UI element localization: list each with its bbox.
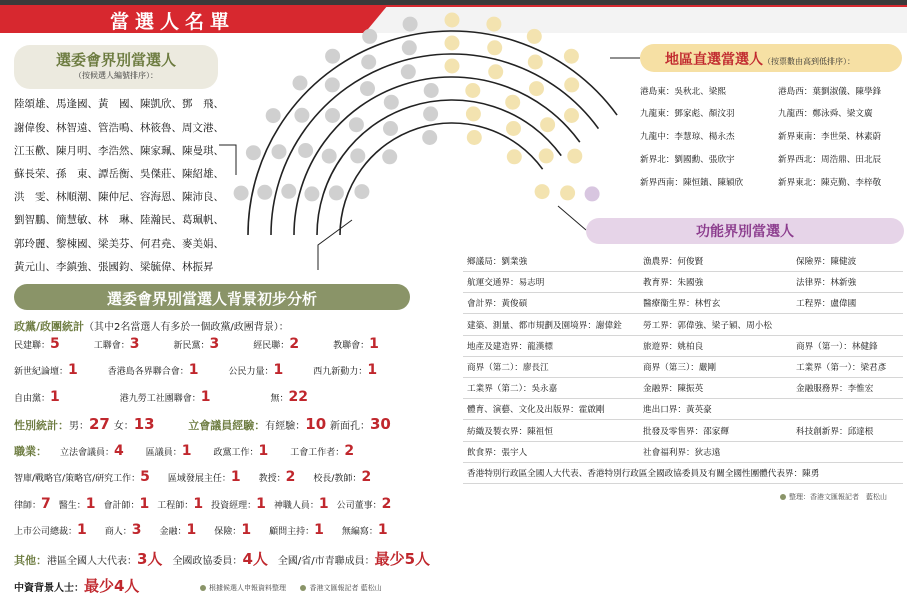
stat-key: 公民力量：	[228, 367, 274, 377]
stat-key: 投資經理：	[211, 501, 257, 511]
stat-value: 1	[241, 522, 252, 538]
party-row	[14, 362, 407, 378]
seat-dot	[529, 81, 544, 96]
seat-dot	[560, 185, 575, 200]
fc-row-divider	[463, 398, 903, 399]
stat-value: 2	[344, 443, 355, 459]
seat-dot	[383, 121, 398, 136]
seat-dot	[272, 144, 287, 159]
stat-key: 工會工作者：	[290, 448, 345, 458]
seat-dot	[527, 29, 542, 44]
stat-key: 商人：	[104, 527, 132, 537]
seat-dot	[257, 185, 272, 200]
male-label: 男：	[69, 421, 89, 432]
seat-dot	[539, 148, 554, 163]
seat-dot	[422, 130, 437, 145]
seat-dot	[585, 186, 600, 201]
ec-names-row: 江玉歡、陳月明、李浩然、陳家珮、陳曼琪、	[14, 145, 224, 157]
stat-item	[167, 469, 241, 485]
stat-value: 1	[258, 443, 269, 459]
fc-row-divider	[463, 356, 903, 357]
geo-entry: 港島東：吳秋北、梁熙	[640, 87, 726, 97]
bg-section	[14, 575, 139, 596]
stat-value: 1	[181, 443, 192, 459]
seat-dot	[281, 184, 296, 199]
stat-value: 1	[200, 389, 211, 405]
seat-dot	[298, 143, 313, 158]
occupation-row	[14, 496, 399, 512]
stat-item	[119, 389, 211, 405]
stat-value: 1	[318, 496, 329, 512]
geo-note: （按票數由高到低排序）：	[763, 57, 855, 66]
gender-experience-row	[14, 415, 391, 433]
seat-dot	[507, 149, 522, 164]
fc-entry: 勞工界：郭偉強、梁子穎、周小松	[643, 320, 772, 331]
fc-entry: 醫療衞生界：林哲玄	[643, 299, 721, 310]
stat-item	[269, 522, 324, 538]
fc-entry: 商界（第一）：林健鋒	[796, 341, 878, 352]
bg-label: 中資背景人士：	[14, 583, 84, 594]
seat-dot	[360, 81, 375, 96]
stat-key: 自由黨：	[14, 394, 51, 404]
other-value: 最少5人	[374, 550, 431, 568]
occupation-row	[60, 443, 376, 459]
other-section	[14, 548, 440, 569]
seat-dot	[486, 17, 501, 32]
stat-item	[14, 522, 87, 538]
stat-key: 政黨工作：	[213, 448, 259, 458]
stat-key: 經民聯：	[253, 341, 290, 351]
seat-dot	[540, 117, 555, 132]
leader-line-fc	[558, 206, 586, 230]
stat-item	[14, 469, 150, 485]
seat-dot	[401, 64, 416, 79]
party-label: 政黨/政團統計	[14, 320, 85, 333]
stat-key: 公司董事：	[336, 501, 382, 511]
ec-names-row: 陸頌雄、馬逢國、黃 國、陳凱欣、鄧 飛、	[14, 98, 224, 110]
stat-key: 智庫/戰略官/策略官/研究工作：	[14, 474, 141, 484]
stat-item	[336, 496, 392, 512]
stat-item	[273, 496, 329, 512]
stat-key: 區域發展主任：	[167, 474, 231, 484]
stat-key: 校長/教師：	[313, 474, 362, 484]
fc-entry: 商界（第三）：嚴剛	[643, 363, 717, 373]
seat-dot	[445, 59, 460, 74]
fc-row-divider	[463, 419, 903, 420]
bg-value: 最少4人	[84, 577, 140, 595]
stat-value: 3	[129, 336, 140, 352]
stat-key: 神職人員：	[273, 501, 319, 511]
seat-dot	[488, 64, 503, 79]
bullet-icon	[200, 585, 206, 591]
stat-key: 區議員：	[145, 448, 182, 458]
stat-value: 4	[114, 443, 124, 459]
seat-dot	[325, 77, 340, 92]
stat-item	[14, 496, 51, 512]
seat-dot	[505, 95, 520, 110]
geo-entry: 九龍西：鄭泳舜、梁文廣	[778, 109, 873, 119]
stat-key: 西九新動力：	[313, 367, 368, 377]
stat-item	[333, 336, 379, 352]
ec-names-row: 黃元山、李鎮強、張國鈞、梁毓偉、林振昇	[14, 261, 214, 273]
gender-label: 性別統計：	[14, 419, 69, 432]
stat-item	[313, 362, 378, 378]
fc-row-divider	[463, 335, 903, 336]
female-label: 女：	[113, 421, 134, 432]
ec-names-row: 蘇長荣、孫 東、譚岳衡、吳傑莊、陳紹雄、	[14, 168, 224, 180]
fc-entry: 鄉議局：劉業強	[467, 257, 528, 267]
seat-dot	[266, 108, 281, 123]
experience-label: 立會議員經驗：	[188, 419, 266, 432]
occupation-row	[14, 469, 389, 485]
party-note: （其中2名當選人有多於一個政黨/政團背景）：	[84, 322, 289, 333]
stat-value: 1	[186, 522, 197, 538]
seat-dot	[349, 117, 364, 132]
fc-row-divider	[463, 483, 903, 484]
stat-item	[213, 443, 269, 459]
occupation-label: 職業：	[14, 445, 47, 458]
other-value: 4人	[242, 550, 268, 568]
geo-entry: 新界北：劉國勳、張欣宇	[640, 155, 735, 165]
credit-reporter: 香港文匯報記者 藍松山	[309, 584, 382, 592]
geo-title: 地區直選當選人	[665, 52, 763, 68]
seat-dot	[535, 184, 550, 199]
fc-entry: 飲食界：張宇人	[467, 447, 528, 458]
fc-entry: 會計界：黃俊碩	[467, 299, 528, 310]
stat-item	[14, 362, 78, 378]
stat-item	[159, 522, 197, 538]
stat-key: 香港島各界聯合會：	[107, 367, 189, 377]
stat-key: 民建聯：	[14, 341, 51, 351]
seat-dot	[466, 106, 481, 121]
stat-value: 1	[314, 522, 324, 538]
stat-value: 1	[256, 496, 266, 512]
fc-entry: 建築、測量、都市規劃及園境界：謝偉銓	[467, 320, 622, 331]
stat-key: 新世紀論壇：	[14, 367, 69, 377]
fc-entry: 保險界：陳健波	[796, 257, 857, 267]
fc-entry: 金融界：陳振英	[643, 384, 704, 395]
fc-entry: 工業界（第二）：吳永嘉	[467, 384, 558, 395]
seat-dot	[234, 186, 249, 201]
seat-dot	[564, 49, 579, 64]
stat-item	[58, 496, 96, 512]
seat-dot	[445, 13, 460, 28]
seat-dot	[350, 148, 365, 163]
stat-value: 1	[377, 522, 388, 538]
stat-item	[104, 522, 142, 538]
seat-dot	[293, 76, 308, 91]
fc-entry: 教育界：朱國強	[643, 278, 704, 289]
seat-dot	[467, 130, 482, 145]
stat-value: 1	[68, 362, 78, 378]
fc-entry: 社會福利界：狄志遠	[643, 447, 721, 458]
seat-dot	[403, 17, 418, 32]
stat-key: 顧問主持：	[269, 527, 315, 537]
stat-key: 會計師：	[103, 501, 140, 511]
stat-key: 無：	[270, 394, 289, 404]
stat-value: 7	[41, 496, 51, 512]
seat-arc-line	[340, 123, 543, 235]
seat-dot	[361, 55, 376, 70]
analysis-title: 選委會界別當選人背景初步分析	[106, 290, 317, 308]
bullet-icon	[300, 585, 306, 591]
new-face-label: 新面孔：	[330, 421, 370, 432]
stat-value: 1	[77, 522, 87, 538]
fc-entry: 地產及建造界：龍漢標	[467, 341, 553, 352]
fc-entry: 工程界：盧偉國	[796, 299, 857, 310]
fc-entry: 漁農界：何俊賢	[643, 257, 704, 267]
ec-names-row: 謝偉俊、林智遠、管浩鳴、林筱魯、周文港、	[14, 122, 224, 134]
stat-item	[313, 469, 372, 485]
credit-source: 根據候選人申報資料整理	[209, 584, 286, 592]
stat-value: 2	[289, 336, 300, 352]
seat-dot	[384, 95, 399, 110]
ec-names-row: 郭玲麗、黎棟國、梁美芬、何君堯、麥美娟、	[14, 238, 224, 250]
stat-key: 無編寫：	[341, 527, 378, 537]
seat-dot	[304, 186, 319, 201]
page-title: 當選人名單	[110, 11, 236, 33]
fc-row-divider	[463, 441, 903, 442]
seat-dot	[423, 106, 438, 121]
geo-entry: 新界東北：陳克勤、李梓敬	[778, 178, 882, 188]
analysis-credit	[200, 583, 382, 593]
party-section-label	[14, 318, 289, 334]
stat-item	[145, 443, 192, 459]
stat-key: 保險：	[214, 527, 242, 537]
seat-dot	[465, 83, 480, 98]
stat-key: 教授：	[258, 474, 286, 484]
seat-dot	[325, 108, 340, 123]
seat-dot	[487, 40, 502, 55]
stat-value: 1	[139, 496, 150, 512]
fc-credit-text: 整理：香港文匯報記者 藍松山	[789, 493, 887, 501]
stat-value: 22	[288, 389, 309, 405]
fc-entry: 進出口界：黃英豪	[643, 405, 712, 416]
seat-dot	[424, 83, 439, 98]
ec-title: 選委會界別當選人	[55, 51, 176, 69]
geo-entry: 港島西：葉劉淑儀、陳學鋒	[778, 87, 882, 97]
fc-entry: 工業界（第一）：梁君彥	[796, 363, 887, 373]
stat-item	[214, 522, 252, 538]
stat-value: 5	[50, 336, 60, 352]
stat-value: 2	[381, 496, 392, 512]
fc-entry: 體育、演藝、文化及出版界：霍啟剛	[467, 405, 605, 416]
seat-dot	[564, 77, 579, 92]
stat-item	[103, 496, 150, 512]
party-row	[14, 336, 413, 352]
seat-dot	[322, 149, 337, 164]
fc-row-divider	[463, 462, 903, 463]
stat-key: 教聯會：	[333, 341, 370, 351]
leader-line-analysis	[318, 220, 352, 270]
geo-entry: 新界西南：陳恒鑌、陳穎欣	[640, 178, 744, 188]
geo-entry: 新界西北：周浩鼎、田北辰	[778, 155, 882, 165]
other-key: 全國/省/市青聯成員：	[277, 556, 375, 567]
stat-value: 1	[50, 389, 60, 405]
male-count: 27	[89, 415, 110, 433]
other-value: 3人	[137, 550, 163, 568]
fc-entry: 航運交通界：易志明	[467, 278, 545, 289]
seat-dot	[246, 145, 261, 160]
stat-value: 1	[369, 336, 379, 352]
stat-key: 上市公司總裁：	[14, 527, 78, 537]
new-face-count: 30	[370, 415, 391, 433]
ec-names-row: 洪 雯、林順潮、陳仲尼、容海恩、陳沛良、	[14, 191, 224, 203]
stat-key: 立法會議員：	[60, 448, 115, 458]
other-key: 全國政協委員：	[172, 556, 243, 567]
fc-credit	[780, 492, 887, 502]
stat-item	[14, 336, 60, 352]
stat-item	[228, 362, 284, 378]
occupation-row	[14, 522, 406, 538]
stat-value: 2	[361, 469, 372, 485]
fc-title: 功能界別當選人	[696, 224, 794, 240]
stat-item	[173, 336, 220, 352]
stat-item	[107, 362, 199, 378]
seat-dot	[294, 108, 309, 123]
stat-value: 1	[193, 496, 204, 512]
stat-value: 1	[85, 496, 96, 512]
stat-item	[258, 469, 296, 485]
fc-entry: 香港特別行政區全國人大代表、香港特別行政區全國政協委員及有關全國性團體代表界：陳勇	[467, 469, 820, 479]
stat-key: 律師：	[14, 501, 42, 511]
stat-value: 1	[230, 469, 241, 485]
seat-dot	[567, 149, 582, 164]
stat-value: 2	[285, 469, 296, 485]
seat-dot	[362, 29, 377, 44]
seat-dot	[564, 108, 579, 123]
fc-entry: 紡織及製衣界：陳祖恒	[467, 426, 553, 437]
stat-item	[341, 522, 388, 538]
other-label: 其他：	[14, 554, 47, 567]
seat-dot	[445, 36, 460, 51]
stat-value: 1	[188, 362, 199, 378]
experienced-label: 有經驗：	[265, 421, 306, 432]
seat-dot	[506, 121, 521, 136]
geo-title-wrap	[665, 49, 855, 69]
geo-entry: 九龍東：鄧家彪、顏汶羽	[640, 109, 735, 119]
stat-value: 1	[367, 362, 378, 378]
stat-item	[253, 336, 300, 352]
stat-item	[270, 389, 309, 405]
female-count: 13	[133, 415, 155, 433]
party-row	[14, 389, 368, 405]
geo-entry: 新界東南：李世榮、林素蔚	[778, 132, 882, 142]
stat-value: 3	[209, 336, 220, 352]
fc-entry: 科技創新界：邱達根	[796, 426, 874, 437]
fc-row-divider	[463, 377, 903, 378]
seat-dot	[528, 55, 543, 70]
seat-dot	[329, 185, 344, 200]
stat-value: 5	[140, 469, 150, 485]
experienced-count: 10	[305, 415, 327, 433]
fc-entry: 批發及零售界：邵家輝	[643, 426, 729, 437]
stat-key: 港九勞工社團聯會：	[119, 394, 201, 404]
geo-entry: 九龍中：李慧琼、楊永杰	[640, 132, 735, 142]
stat-key: 醫生：	[58, 501, 86, 511]
seat-dot	[325, 49, 340, 64]
bullet-icon	[780, 494, 786, 500]
stat-item	[60, 443, 124, 459]
stat-key: 工程師：	[157, 501, 194, 511]
fc-entry: 金融服務界：李惟宏	[796, 384, 874, 395]
other-key: 港區全國人大代表：	[47, 556, 137, 567]
stat-key: 工聯會：	[93, 341, 130, 351]
stat-item	[290, 443, 355, 459]
seat-dot	[354, 184, 369, 199]
fc-row-divider	[463, 292, 903, 293]
fc-row-divider	[463, 313, 903, 314]
stat-item	[157, 496, 204, 512]
stat-key: 金融：	[159, 527, 187, 537]
stat-item	[93, 336, 140, 352]
fc-entry: 商界（第二）：廖長江	[467, 363, 549, 373]
fc-row-divider	[463, 271, 903, 272]
stat-item	[14, 389, 60, 405]
fc-entry: 法律界：林新強	[796, 278, 857, 289]
seat-dot	[382, 149, 397, 164]
fc-entry: 旅遊界：姚柏良	[643, 341, 704, 352]
seat-dot	[402, 40, 417, 55]
ec-names-row: 劉智鵬、簡慧敏、林 琳、陸瀚民、葛珮帆、	[14, 214, 224, 226]
stat-value: 3	[131, 522, 142, 538]
ec-note: （按候選人編號排序）：	[74, 71, 158, 80]
stat-item	[211, 496, 266, 512]
stat-value: 1	[273, 362, 284, 378]
stat-key: 新民黨：	[173, 341, 210, 351]
